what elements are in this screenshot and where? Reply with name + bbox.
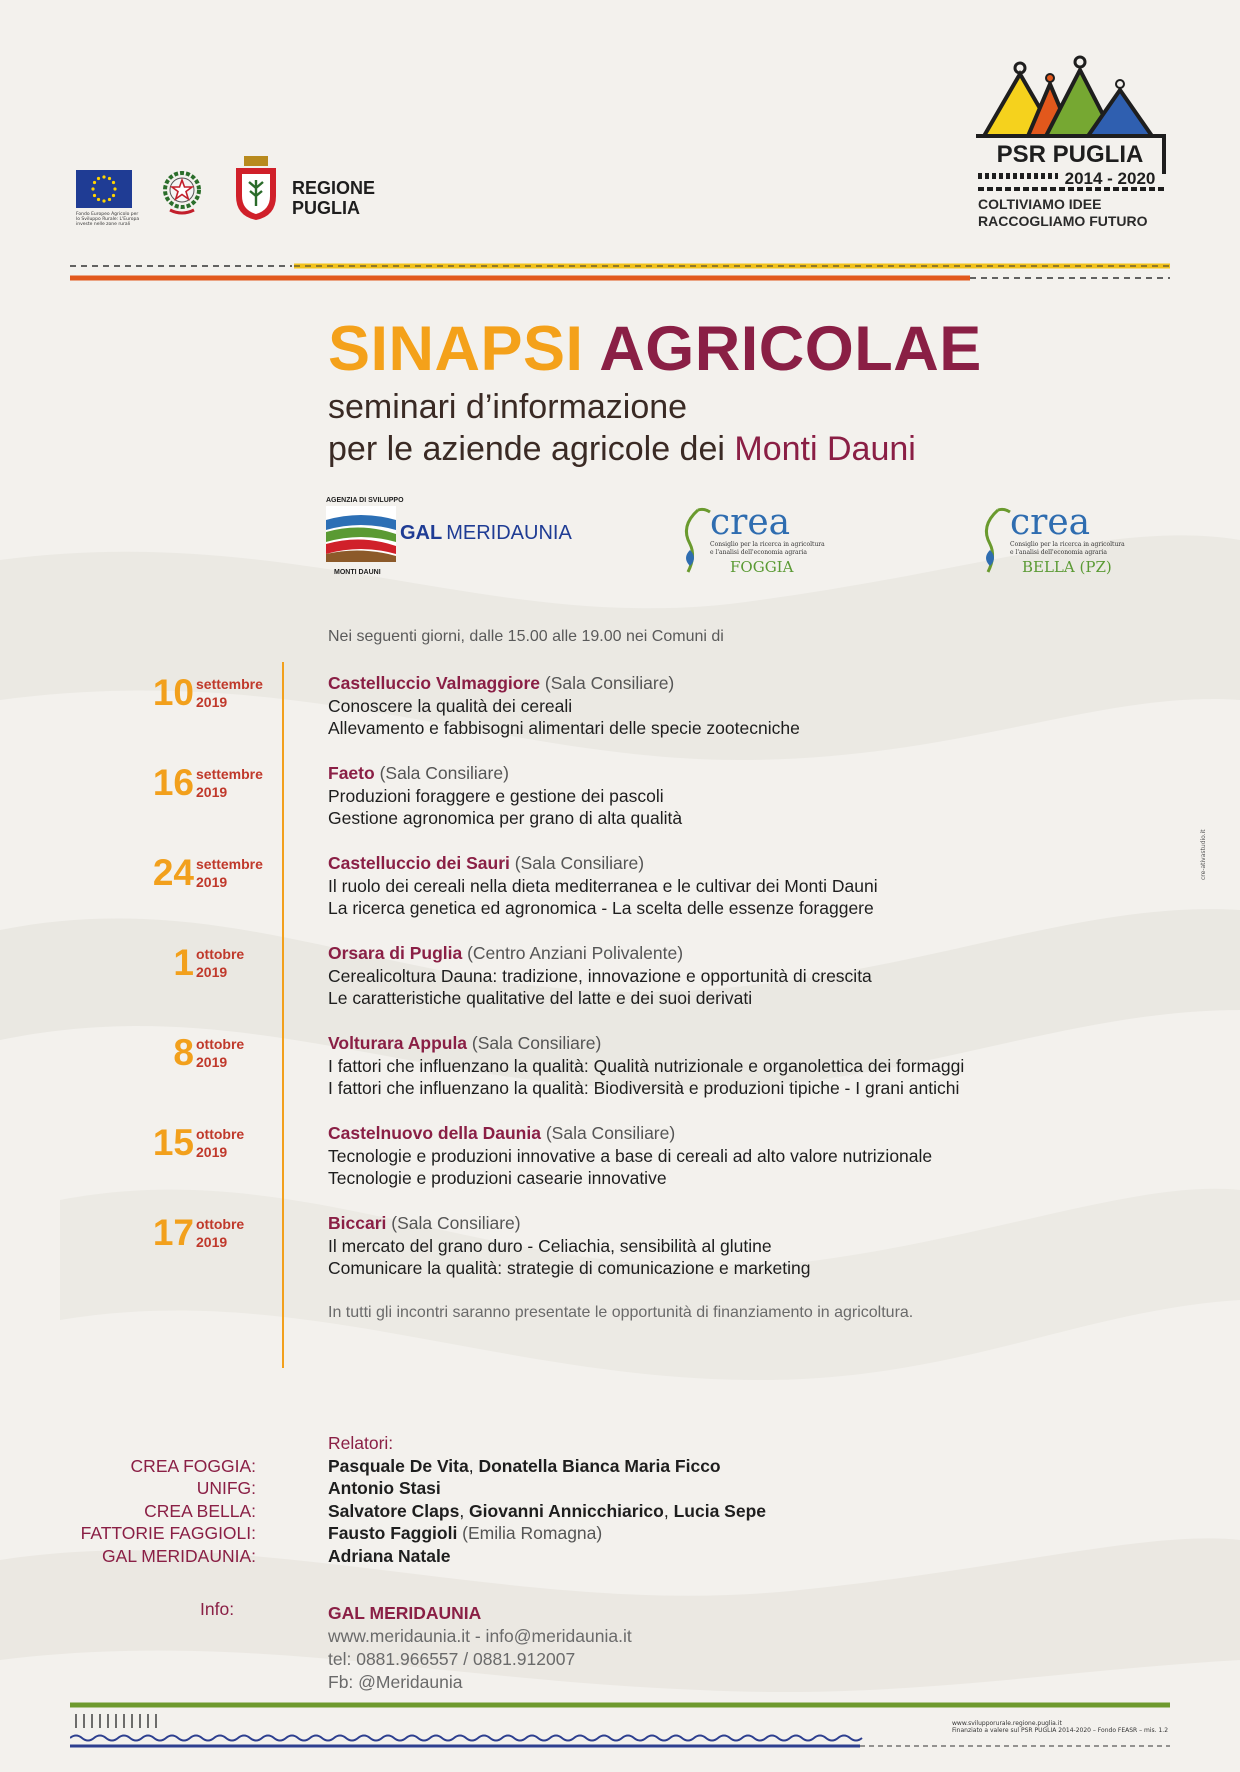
event-year: 2019 [196, 1234, 228, 1250]
gal-meridaunia-logo [326, 494, 576, 580]
speaker-separator: , [459, 1500, 470, 1521]
event-heading [328, 1212, 1148, 1235]
event-year: 2019 [196, 784, 228, 800]
subtitle-highlight: Monti Dauni [734, 430, 916, 468]
speaker-names [328, 1500, 766, 1523]
info-body [328, 1602, 632, 1694]
speaker-name: Donatella Bianca Maria Ficco [478, 1455, 721, 1476]
event-month: ottobre [196, 946, 245, 962]
event-date [130, 672, 280, 722]
speaker-name: Lucia Sepe [673, 1500, 766, 1521]
subtitle-line-1: seminari d’informazione [328, 388, 688, 426]
event-topic: I fattori che influenzano la qualità: Qualità nutrizionale e organolettica dei formaggi [328, 1055, 965, 1076]
event-venue: (Centro Anziani Polivalente) [467, 943, 684, 963]
header-rule [70, 262, 1170, 288]
crea-foggia-location: FOGGIA [730, 558, 794, 576]
event-topic: Il mercato del grano duro - Celiachia, sensibilità al glutine [328, 1235, 772, 1256]
speaker-name: Giovanni Annicchiarico [469, 1500, 664, 1521]
speaker-org: UNIFG: [196, 1478, 256, 1498]
event-month: ottobre [196, 1036, 245, 1052]
gal-top-text: AGENZIA DI SVILUPPO [326, 497, 404, 504]
event-topic: Tecnologie e produzioni innovative a base di cereali ad alto valore nutrizionale [328, 1145, 933, 1166]
event-day: 1 [173, 942, 194, 983]
event-year: 2019 [196, 1144, 228, 1160]
event-venue: (Sala Consiliare) [471, 1033, 602, 1053]
event-place: Castelluccio dei Sauri [328, 853, 510, 873]
psr-name: PSR PUGLIA [996, 141, 1144, 168]
event-date [130, 1032, 280, 1082]
crea-foggia-logo [676, 500, 826, 580]
regione-puglia-shield-icon [234, 156, 278, 222]
event-entry [328, 852, 1148, 920]
title-word-2: AGRICOLAE [599, 314, 982, 384]
event-topic: Cerealicoltura Dauna: tradizione, innovazione e opportunità di crescita [328, 965, 872, 986]
event-topic: La ricerca genetica ed agronomica - La scelta delle essenze foraggere [328, 898, 874, 918]
event-venue: (Sala Consiliare) [379, 763, 509, 783]
event-month: settembre [196, 856, 263, 872]
crea-bella-desc1: Consiglio per la ricerca in agricoltura [1010, 541, 1125, 548]
speaker-names [328, 1477, 441, 1500]
info-phone: tel: 0881.966557 / 0881.912007 [328, 1649, 576, 1669]
speaker-name: Antonio Stasi [328, 1478, 441, 1498]
eu-flag-icon [76, 170, 132, 208]
speaker-name: Adriana Natale [328, 1545, 451, 1566]
event-year: 2019 [196, 694, 228, 710]
event-heading [328, 762, 1148, 785]
event-heading [328, 672, 1148, 695]
event-year: 2019 [196, 1054, 228, 1070]
psr-puglia-logo [970, 52, 1170, 242]
event-topic: Conoscere la qualità dei cereali [328, 695, 573, 716]
italian-republic-emblem-icon [156, 166, 208, 218]
event-day: 16 [152, 762, 194, 803]
event-month: ottobre [196, 1126, 245, 1142]
program-note: In tutti gli incontri saranno presentate le opportunità di finanziamento in agricoltura. [328, 1304, 914, 1321]
event-place: Castelnuovo della Daunia [328, 1123, 541, 1143]
event-day: 10 [152, 672, 194, 713]
crea-bella-location: BELLA (PZ) [1022, 558, 1112, 576]
region-line2: PUGLIA [292, 198, 361, 218]
speaker-row [60, 1500, 1060, 1523]
event-date [130, 1212, 280, 1262]
event-place: Castelluccio Valmaggiore [328, 673, 541, 693]
title-word-1: SINAPSI [328, 314, 584, 384]
speaker-name: Pasquale De Vita [328, 1455, 469, 1476]
svg-text:GALMERIDAUNIA [400, 522, 572, 544]
event-topic: Produzioni foraggere e gestione dei pascoli [328, 785, 664, 806]
speaker-org: CREA BELLA: [144, 1500, 256, 1521]
gal-bottom-text: MONTI DAUNI [334, 569, 381, 576]
event-year: 2019 [196, 964, 228, 980]
event-topic: Tecnologie e produzioni casearie innovative [328, 1168, 667, 1188]
region-line1: REGIONE [292, 178, 376, 198]
footer-funding: Finanziato a valere sul PSR PUGLIA 2014-2020 – Fondo FEASR – mis. 1.2 [952, 1727, 1169, 1734]
event-day: 24 [152, 852, 194, 893]
speaker-row [60, 1477, 1060, 1500]
speaker-name: Fausto Faggioli [328, 1523, 458, 1543]
event-venue: (Sala Consiliare) [514, 853, 645, 873]
speaker-separator: , [663, 1500, 674, 1521]
event-entry [328, 1032, 1148, 1100]
gal-name-rest: MERIDAUNIA [446, 522, 572, 544]
speaker-org: CREA FOGGIA: [130, 1455, 256, 1476]
speaker-name: Salvatore Claps [328, 1500, 460, 1521]
speaker-extra: (Emilia Romagna) [457, 1523, 603, 1543]
event-month: ottobre [196, 1216, 245, 1232]
event-year: 2019 [196, 874, 228, 890]
timeline-line [282, 662, 284, 1368]
event-topic: Allevamento e fabbisogni alimentari delle specie zootecniche [328, 718, 800, 738]
event-entry [328, 1212, 1148, 1280]
event-heading [328, 852, 1148, 875]
event-venue: (Sala Consiliare) [545, 1123, 676, 1143]
event-date [130, 852, 280, 902]
event-month: settembre [196, 676, 263, 692]
eu-caption: Fondo Europeo Agricolo per lo Sviluppo Rurale: L'Europa investe nelle zone rurali [76, 212, 140, 227]
crea-foggia-name: crea [710, 502, 791, 543]
event-venue: (Sala Consiliare) [391, 1213, 521, 1233]
footer-credit [952, 1720, 1192, 1734]
event-date [130, 1122, 280, 1172]
speakers-heading-row [60, 1432, 1060, 1455]
speakers-org-spacer [60, 1432, 328, 1455]
event-venue: (Sala Consiliare) [544, 673, 675, 693]
speaker-row [60, 1545, 1060, 1568]
crea-bella-name: crea [1010, 502, 1091, 543]
regione-puglia-name [292, 178, 375, 218]
event-topic: Il ruolo dei cereali nella dieta mediterranea e le cultivar dei Monti Dauni [328, 875, 878, 896]
event-place: Faeto [328, 763, 375, 783]
psr-slogan-1: COLTIVIAMO IDEE [978, 196, 1102, 212]
event-day: 15 [152, 1122, 194, 1163]
info-web-email[interactable]: www.meridaunia.it - info@meridaunia.it [328, 1626, 632, 1646]
crea-foggia-desc1: Consiglio per la ricerca in agricoltura [710, 541, 825, 548]
event-topic: Le caratteristiche qualitative del latte e dei suoi derivati [328, 988, 753, 1008]
event-heading [328, 942, 1148, 965]
speaker-org: FATTORIE FAGGIOLI: [80, 1523, 256, 1543]
psr-slogan-2: RACCOGLIAMO FUTURO [978, 213, 1148, 229]
page-subtitle [328, 386, 916, 470]
speaker-row [60, 1522, 1060, 1545]
subtitle-line-2-prefix: per le aziende agricole dei [328, 430, 725, 468]
crea-bella-desc2: e l'analisi dell'economia agraria [1010, 549, 1107, 556]
event-date [130, 942, 280, 992]
speaker-separator: , [468, 1455, 479, 1476]
speaker-names [328, 1455, 721, 1478]
event-day: 8 [173, 1032, 194, 1073]
event-heading [328, 1032, 1148, 1055]
info-org: GAL MERIDAUNIA [328, 1603, 482, 1623]
event-day: 17 [152, 1212, 194, 1253]
event-place: Biccari [328, 1213, 387, 1233]
info-label: Info: [200, 1599, 235, 1619]
event-place: Orsara di Puglia [328, 943, 463, 963]
event-place: Volturara Appula [328, 1033, 468, 1053]
subtitle-line-2 [328, 428, 916, 470]
event-entry [328, 1122, 1148, 1190]
speaker-names [328, 1522, 602, 1545]
speakers-heading: Relatori: [328, 1433, 394, 1453]
designer-credit: cre-ativastudio.it [1200, 829, 1207, 880]
gal-name-bold: GAL [400, 522, 443, 544]
speaker-row [60, 1455, 1060, 1478]
event-topic: Gestione agronomica per grano di alta qualità [328, 808, 683, 828]
psr-years: 2014 - 2020 [1064, 169, 1156, 188]
event-date [130, 762, 280, 812]
footer-url[interactable]: www.svilupporurale.regione.puglia.it [952, 1720, 1062, 1727]
info-facebook[interactable]: Fb: @Meridaunia [328, 1672, 463, 1692]
event-heading [328, 1122, 1148, 1145]
speaker-names [328, 1545, 451, 1568]
event-month: settembre [196, 766, 263, 782]
event-entry [328, 762, 1148, 830]
page-title [328, 316, 982, 382]
speaker-org: GAL MERIDAUNIA: [102, 1545, 256, 1566]
crea-bella-logo [976, 500, 1126, 580]
program-intro: Nei seguenti giorni, dalle 15.00 alle 19.00 nei Comuni di [328, 628, 724, 645]
event-topic: I fattori che influenzano la qualità: Biodiversità e produzioni tipiche - I grani antichi [328, 1078, 960, 1098]
event-topic: Comunicare la qualità: strategie di comunicazione e marketing [328, 1258, 811, 1278]
crea-foggia-desc2: e l'analisi dell'economia agraria [710, 549, 807, 556]
speakers-section [60, 1432, 1060, 1567]
event-entry [328, 672, 1148, 740]
event-entry [328, 942, 1148, 1010]
